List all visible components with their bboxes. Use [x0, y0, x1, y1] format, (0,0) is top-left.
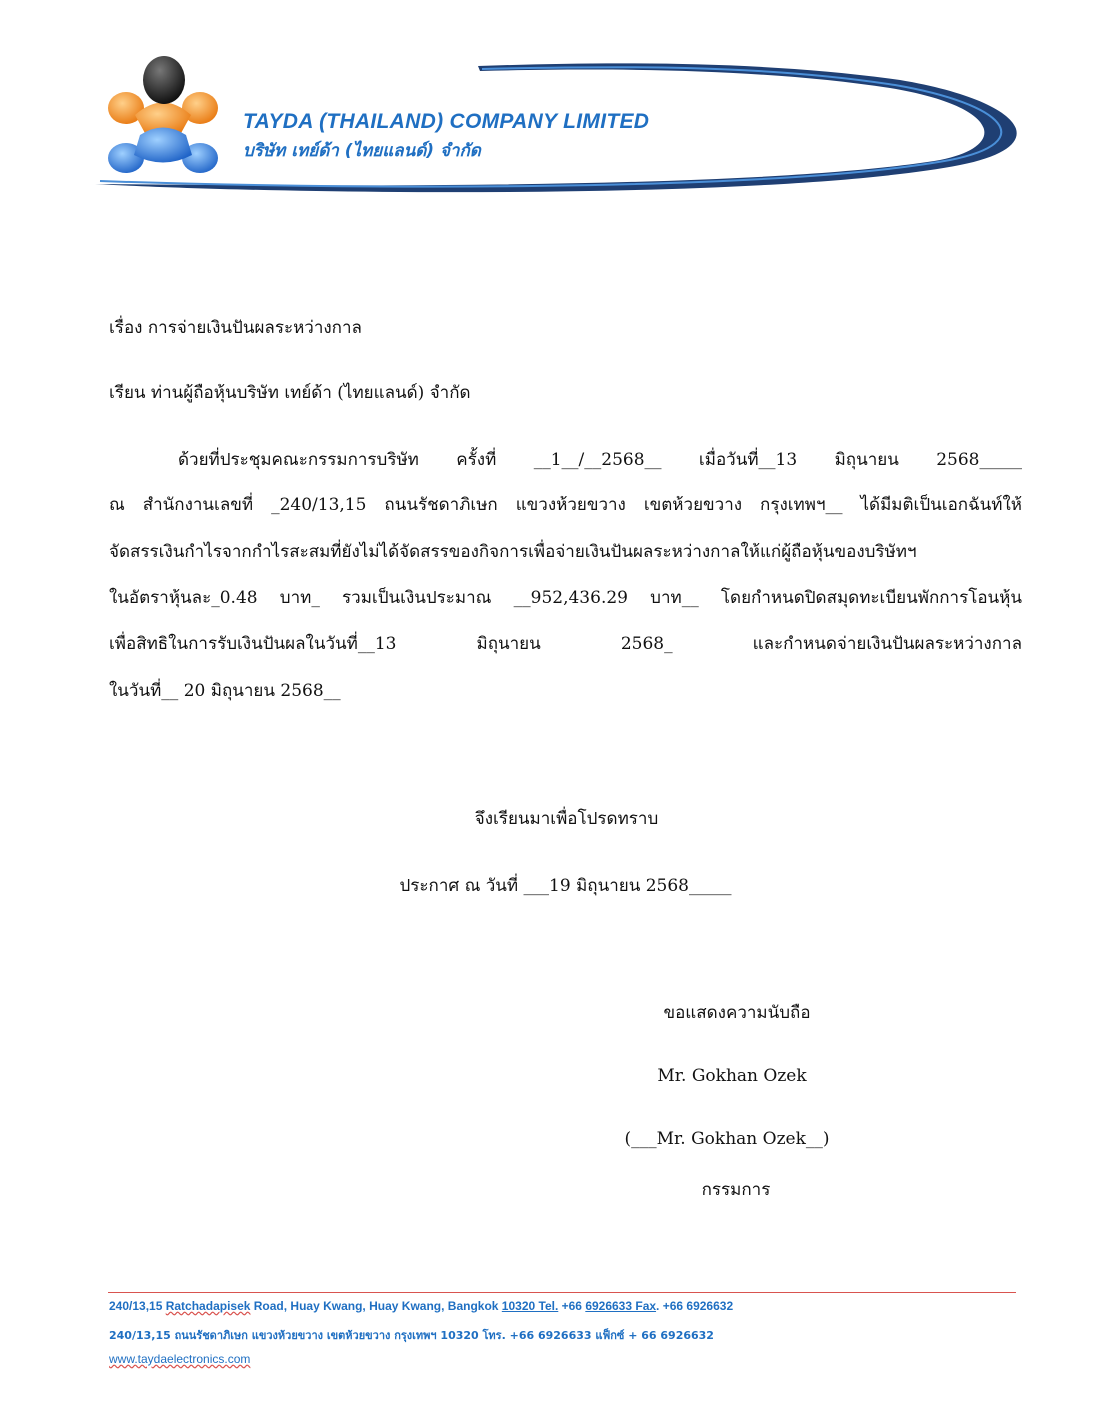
footer-address-rest: Road, Huay Kwang, Huay Kwang, Bangkok	[250, 1299, 502, 1313]
footer-address-number: 240/13,15	[109, 1299, 166, 1313]
announcement-date: ประกาศ ณ วันที่ ___19 มิถุนายน 2568_____	[399, 876, 732, 896]
footer-divider	[108, 1292, 1016, 1293]
company-name-th: บริษัท เทย์ด้า (ไทยแลนด์) จำกัด	[243, 141, 481, 161]
letter-subject: เรื่อง การจ่ายเงินปันผลระหว่างกาล	[109, 318, 362, 338]
footer-postcode-tel: 10320 Tel.	[501, 1299, 559, 1313]
footer-tel-prefix: +66	[558, 1299, 586, 1313]
footer-address-th: 240/13,15 ถนนรัชดาภิเษก แขวงห้วยขวาง เขตห้วยขวาง กรุงเทพฯ 10320 โทร. +66 6926633 แฟ็กซ์ + 66 6926632	[109, 1329, 714, 1342]
footer-website-link[interactable]	[109, 1352, 250, 1366]
company-logo	[100, 50, 225, 180]
footer-fax-number: . +66 6926632	[656, 1299, 734, 1313]
body-line-2: ณ สำนักงานเลขที่ _240/13,15 ถนนรัชดาภิเษก แขวงห้วยขวาง เขตห้วยขวาง กรุงเทพฯ__ ได้มีมติเป็นเอกฉันท์ให้	[109, 495, 1022, 515]
closing-phrase: จึงเรียนมาเพื่อโปรดทราบ	[474, 809, 659, 829]
signer-title: กรรมการ	[701, 1180, 771, 1200]
footer-tel-fax: 6926633 Fax	[585, 1299, 657, 1313]
body-line-3: จัดสรรเงินกำไรจากกำไรสะสมที่ยังไม่ได้จัดสรรของกิจการเพื่อจ่ายเงินปันผลระหว่างกาลให้แก่ผู้ถือหุ้นของบริษัทฯ	[109, 542, 917, 562]
footer-address-en	[109, 1299, 733, 1313]
body-line-6: ในวันที่__ 20 มิถุนายน 2568__	[109, 681, 341, 701]
body-line-5: เพื่อสิทธิในการรับเงินปันผลในวันที่__13 มิถุนายน 2568_ และกำหนดจ่ายเงินปันผลระหว่างกาล	[109, 634, 1022, 654]
body-line-1: ด้วยที่ประชุมคณะกรรมการบริษัท ครั้งที่ __1__/__2568__ เมื่อวันที่__13 มิถุนายน 2568_____	[178, 450, 1022, 470]
company-name-en: TAYDA (THAILAND) COMPANY LIMITED	[243, 110, 650, 133]
regards-text: ขอแสดงความนับถือ	[663, 1003, 811, 1023]
signer-name: Mr. Gokhan Ozek	[657, 1066, 807, 1086]
letter-salutation: เรียน ท่านผู้ถือหุ้นบริษัท เทย์ด้า (ไทยแลนด์) จำกัด	[109, 383, 471, 403]
website-url[interactable]: www.taydaelectronics.com	[109, 1352, 251, 1366]
footer-road-name: Ratchadapisek	[165, 1299, 251, 1313]
body-line-4: ในอัตราหุ้นละ_0.48 บาท_ รวมเป็นเงินประมาณ __952,436.29 บาท__ โดยกำหนดปิดสมุดทะเบียนพักการโอนหุ้น	[109, 588, 1022, 608]
signer-name-parenthesized: (___Mr. Gokhan Ozek__)	[624, 1129, 830, 1149]
